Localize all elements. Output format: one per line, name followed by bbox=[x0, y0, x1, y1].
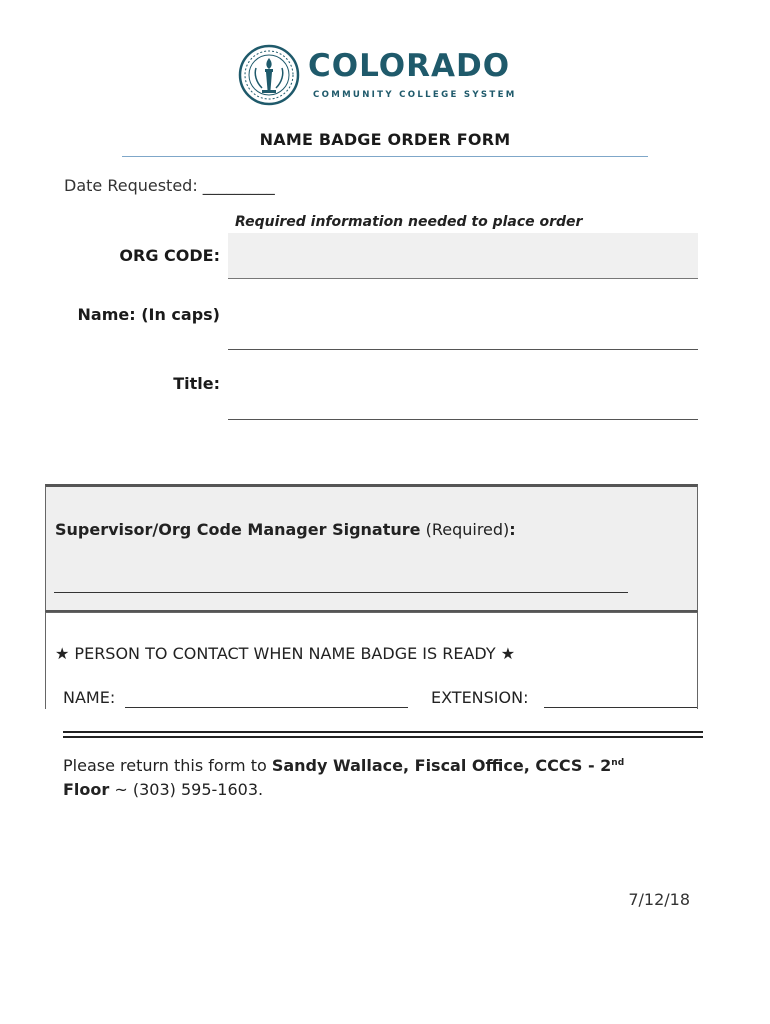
return-floor: Floor bbox=[63, 780, 110, 799]
return-prefix: Please return this form to bbox=[63, 756, 272, 775]
org-code-input[interactable] bbox=[228, 233, 698, 279]
contact-name-input-line[interactable] bbox=[125, 707, 408, 708]
contact-box bbox=[45, 612, 698, 709]
name-input-line[interactable] bbox=[228, 349, 698, 350]
signature-label bbox=[55, 520, 516, 539]
signature-label-colon: : bbox=[509, 520, 516, 539]
org-code-label: ORG CODE: bbox=[119, 246, 220, 265]
logo-wordmark: COLORADO bbox=[308, 48, 511, 84]
torch-seal-icon bbox=[238, 44, 300, 106]
signature-label-required: (Required) bbox=[420, 520, 510, 539]
contact-extension-input-line[interactable] bbox=[544, 707, 697, 708]
logo-subtitle: COMMUNITY COLLEGE SYSTEM bbox=[313, 90, 517, 100]
contact-extension-label: EXTENSION: bbox=[431, 688, 529, 707]
title-divider bbox=[122, 156, 648, 157]
divider-bottom bbox=[63, 736, 703, 738]
return-superscript: nd bbox=[611, 758, 625, 768]
return-recipient: Sandy Wallace, Fiscal Office, CCCS - 2 bbox=[271, 756, 612, 775]
document-date: 7/12/18 bbox=[628, 890, 690, 909]
return-instructions bbox=[63, 754, 703, 802]
page-title: NAME BADGE ORDER FORM bbox=[259, 130, 511, 149]
name-label: Name: (In caps) bbox=[77, 305, 220, 324]
contact-heading: ★ PERSON TO CONTACT WHEN NAME BADGE IS READY ★ bbox=[55, 644, 516, 663]
title-input-line[interactable] bbox=[228, 419, 698, 420]
signature-line[interactable] bbox=[54, 592, 628, 593]
return-phone: ~ (303) 595-1603. bbox=[109, 780, 264, 799]
date-requested-field[interactable]: Date Requested: _________ bbox=[64, 176, 275, 195]
divider-top bbox=[63, 731, 703, 733]
signature-box bbox=[45, 484, 698, 612]
logo bbox=[238, 44, 538, 106]
required-info-note: Required information needed to place order bbox=[235, 214, 583, 230]
signature-label-bold: Supervisor/Org Code Manager Signature bbox=[55, 520, 421, 539]
contact-name-label: NAME: bbox=[63, 688, 116, 707]
title-label: Title: bbox=[173, 374, 220, 393]
